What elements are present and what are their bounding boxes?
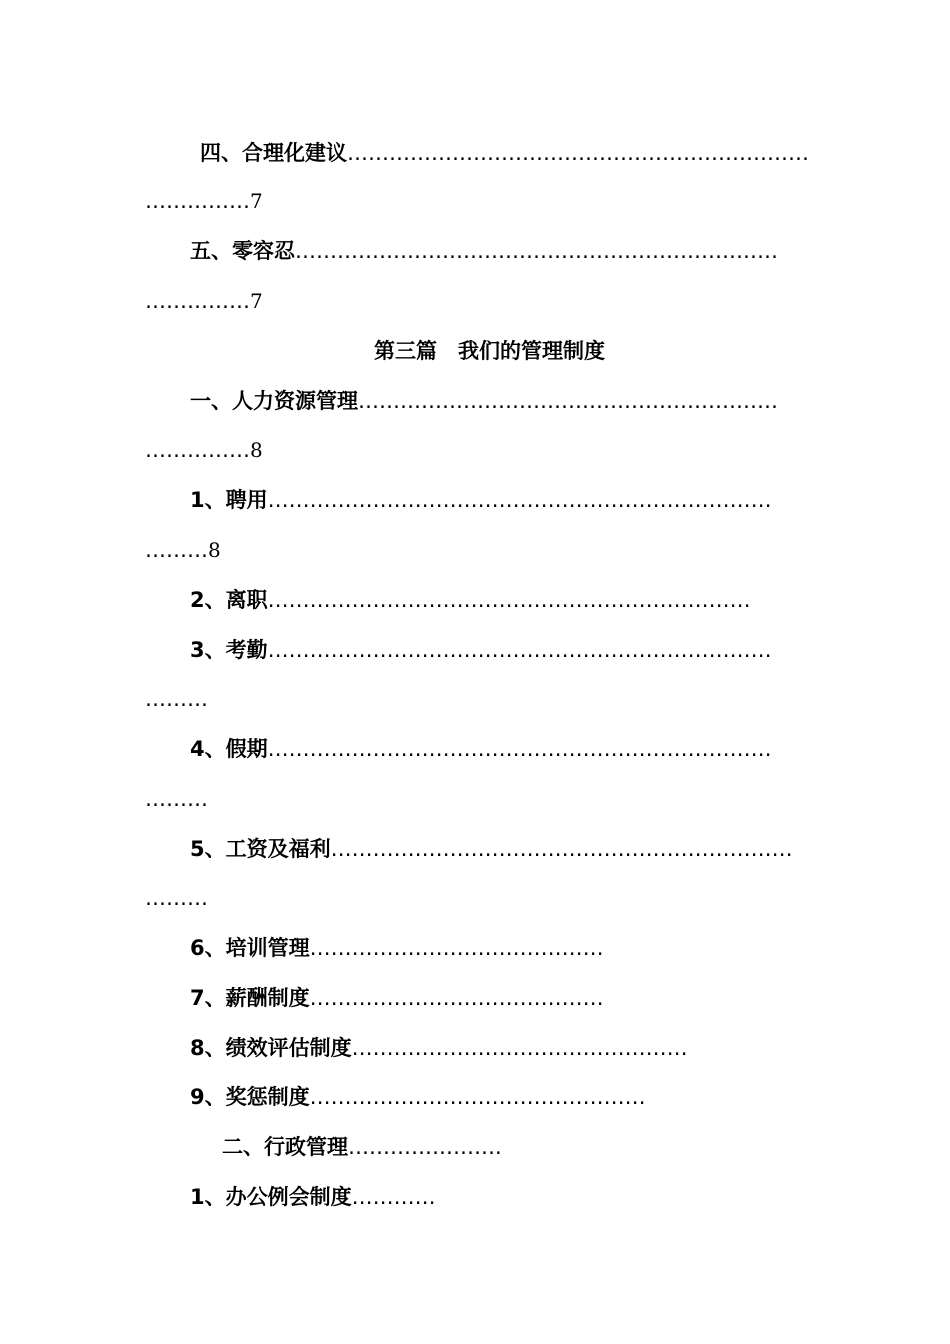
toc-leader-dots: ………… bbox=[351, 1185, 436, 1209]
toc-entry-administration[interactable] bbox=[222, 1134, 502, 1160]
toc-entry-title: 6、培训管理 bbox=[190, 936, 310, 960]
toc-leader-dots: …………………………………………………………… bbox=[295, 239, 778, 263]
toc-page-number: 8 bbox=[208, 538, 221, 562]
toc-leader-dots: …………………………………………………… bbox=[358, 389, 778, 413]
toc-entry-office-meetings[interactable] bbox=[190, 1184, 436, 1210]
toc-entry-title: 二、行政管理 bbox=[222, 1135, 348, 1159]
toc-leader-dots: ……………………………………………………………… bbox=[267, 638, 772, 662]
toc-entry-hiring[interactable] bbox=[190, 487, 772, 513]
toc-leader-dots: ……………………………………………………………… bbox=[267, 737, 772, 761]
toc-entry-zero-tolerance[interactable] bbox=[190, 238, 778, 264]
toc-entry-title: 2、离职 bbox=[190, 588, 268, 612]
toc-leader-dots: …………… bbox=[145, 289, 250, 313]
toc-page-number: 7 bbox=[250, 189, 263, 213]
toc-entry-resignation[interactable] bbox=[190, 587, 751, 613]
toc-leader-dots: ……… bbox=[145, 886, 208, 910]
toc-entry-hr-management[interactable] bbox=[190, 388, 778, 414]
toc-entry-performance[interactable] bbox=[190, 1035, 688, 1061]
toc-entry-holidays[interactable] bbox=[190, 736, 772, 762]
toc-entry-title: 5、工资及福利 bbox=[190, 837, 331, 861]
toc-entry-title: 四、合理化建议 bbox=[200, 141, 347, 165]
toc-leader-dots: …………………………………………………………… bbox=[267, 588, 751, 612]
toc-entry-title: 一、人力资源管理 bbox=[190, 389, 358, 413]
toc-leader-dots: ………………………………………………………… bbox=[347, 141, 809, 165]
toc-leader-dots: ……………………………………………………………… bbox=[267, 488, 772, 512]
toc-entry-title: 8、绩效评估制度 bbox=[190, 1036, 352, 1060]
toc-leader-dots: ………………………………………………………… bbox=[330, 837, 793, 861]
toc-leader-dots: ………………………………………… bbox=[351, 1036, 688, 1060]
toc-leader-dots: …………………………………… bbox=[309, 936, 604, 960]
toc-entry-title: 9、奖惩制度 bbox=[190, 1085, 310, 1109]
toc-leader-dots: ………………………………………… bbox=[309, 1085, 646, 1109]
part-three-heading: 第三篇 我们的管理制度 bbox=[374, 339, 605, 363]
toc-leader-dots: …………… bbox=[145, 189, 250, 213]
toc-entry-continuation bbox=[145, 288, 263, 314]
toc-entry-continuation bbox=[145, 885, 208, 911]
toc-entry-continuation bbox=[145, 537, 221, 563]
toc-leader-dots: …………………………………… bbox=[309, 986, 604, 1010]
toc-entry-title: 4、假期 bbox=[190, 737, 268, 761]
toc-entry-training[interactable] bbox=[190, 935, 604, 961]
toc-entry-wages-benefits[interactable] bbox=[190, 836, 793, 862]
toc-entry-continuation bbox=[145, 786, 208, 812]
toc-entry-rationalization[interactable] bbox=[200, 140, 809, 166]
toc-entry-compensation[interactable] bbox=[190, 985, 604, 1011]
toc-leader-dots: ……… bbox=[145, 787, 208, 811]
toc-entry-continuation bbox=[145, 686, 208, 712]
toc-page-number: 7 bbox=[250, 289, 263, 313]
toc-leader-dots: ……… bbox=[145, 538, 208, 562]
toc-leader-dots: …………… bbox=[145, 438, 250, 462]
toc-entry-title: 五、零容忍 bbox=[190, 239, 295, 263]
toc-entry-continuation bbox=[145, 437, 263, 463]
toc-entry-title: 1、办公例会制度 bbox=[190, 1185, 352, 1209]
toc-leader-dots: ……… bbox=[145, 687, 208, 711]
toc-entry-title: 7、薪酬制度 bbox=[190, 986, 310, 1010]
toc-entry-continuation bbox=[145, 188, 263, 214]
toc-entry-rewards-penalties[interactable] bbox=[190, 1084, 646, 1110]
toc-entry-attendance[interactable] bbox=[190, 637, 772, 663]
toc-leader-dots: …………………. bbox=[348, 1135, 502, 1159]
toc-entry-title: 3、考勤 bbox=[190, 638, 268, 662]
toc-entry-title: 1、聘用 bbox=[190, 488, 268, 512]
toc-page-number: 8 bbox=[250, 438, 263, 462]
